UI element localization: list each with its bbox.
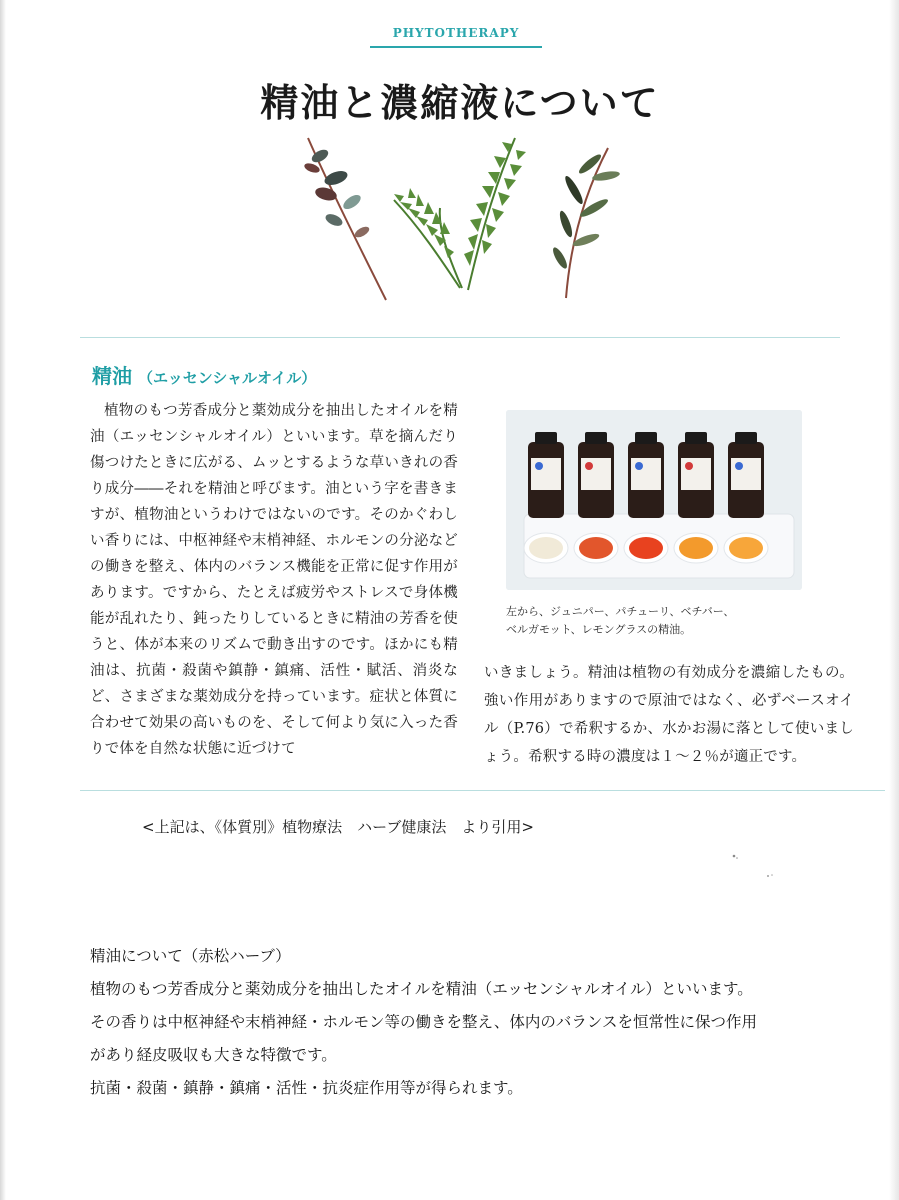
note-line-2: その香りは中枢神経や末梢神経・ホルモン等の働きを整え、体内のバランスを恒常性に保つ作用: [90, 1013, 757, 1031]
section-heading-title: 精油: [92, 364, 132, 388]
note-title: 精油について（赤松ハーブ）: [90, 947, 291, 965]
section-heading-subtitle: （エッセンシャルオイル）: [138, 369, 317, 387]
page-title: 精油と濃縮液について: [260, 80, 660, 125]
body-text-right-column: [484, 659, 854, 771]
scan-specks: [728, 846, 788, 886]
note-line-4: 抗菌・殺菌・鎮静・鎮痛・活性・抗炎症作用等が得られます。: [90, 1079, 523, 1097]
section-eyebrow: PHYTOTHERAPY: [370, 26, 542, 48]
photo-caption: [506, 603, 806, 639]
scan-edge-shadow: [0, 0, 6, 1200]
oil-bottle-3: [628, 432, 664, 518]
oil-dish-2: [574, 533, 618, 563]
citation-note: <上記は、《体質別》植物療法 ハーブ健康法 より引用>: [142, 818, 534, 836]
body-paragraph-left: 植物のもつ芳香成分と薬効成分を抽出したオイルを精油（エッセンシャルオイル）といいます。草を摘んだり傷つけたときに広がる、ムッとするような草いきれの香り成分――それを精油と呼びます。油という字を書きますが、植物油というわけではないのです。そのかぐわしい香りには、中枢神経や末梢神経、ホルモンの分泌などの働きを整え、体内のバランス機能を正常に促す作用があります。ですから、たとえば疲労やストレスで身体機能が乱れたり、鈍ったりしているときに精油の芳香を使うと、体が本来のリズムで動き出すのです。ほかにも精油は、抗菌・殺菌や鎮静・鎮痛、活性・賦活、消炎など、さまざまな薬効成分を持っています。症状と体質に合わせて効果の高いものを、そして何より気に入った香りで体を自然な状態に近づけて: [90, 403, 458, 757]
essential-oil-photo: [506, 410, 802, 590]
scan-right-shadow: [889, 0, 899, 1200]
supplementary-note: [90, 940, 850, 1105]
olive-sprig-illustration: [551, 148, 621, 298]
oil-bottle-4: [678, 432, 714, 518]
oil-bottle-1: [528, 432, 564, 518]
oil-dish-5: [724, 533, 768, 563]
herb-illustration: [290, 128, 630, 303]
oil-dish-1: [524, 533, 568, 563]
photo-caption-line-2: ベルガモット、レモングラスの精油。: [506, 623, 692, 636]
oil-bottle-2: [578, 432, 614, 518]
oil-bottle-5: [728, 432, 764, 518]
section-heading: [92, 360, 316, 389]
eucalyptus-sprig-illustration: [303, 138, 386, 300]
body-paragraph-right: いきましょう。精油は植物の有効成分を濃縮したもの。強い作用がありますので原油ではなく、必ずベースオイル（P.76）で希釈するか、水かお湯に落として使いましょう。希釈する時の濃度は１～２％が適正です。: [484, 665, 854, 765]
oil-bottles-and-dishes-image: [506, 410, 802, 590]
oil-dish-4: [674, 533, 718, 563]
section-divider-bottom: [80, 790, 885, 791]
photo-caption-line-1: 左から、ジュニパー、パチューリ、ベチバー、: [506, 605, 735, 618]
section-divider-top: [80, 337, 840, 338]
oil-dish-3: [624, 533, 668, 563]
body-text-left-column: [90, 398, 458, 762]
note-line-3: があり経皮吸収も大きな特徴です。: [90, 1046, 337, 1064]
note-line-1: 植物のもつ芳香成分と薬効成分を抽出したオイルを精油（エッセンシャルオイル）といいます。: [90, 980, 753, 998]
